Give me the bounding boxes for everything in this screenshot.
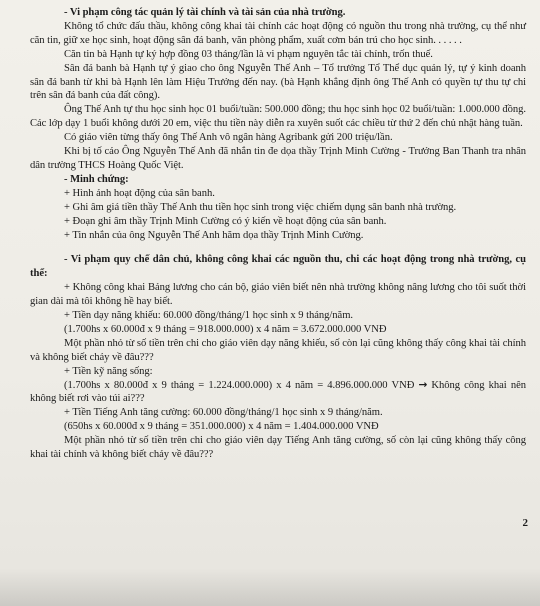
evidence-item-2: + Ghi âm giá tiền thầy Thế Anh thu tiền học sinh trong việc chiếm dụng sân banh nhà trường. [64,201,457,213]
evidence-item-4: + Tin nhắn của ông Nguyễn Thế Anh hăm dọa thầy Trịnh Minh Cường. [64,229,364,241]
right-arrow-icon: → [418,378,428,391]
evidence-item-1: + Hình ảnh hoạt động của sân banh. [64,187,215,199]
section2-paragraph-1: + Không công khai Bảng lương cho cán bộ, giáo viên biết nên nhà trường không nâng lương cho tôi suốt thời gian dài mà tôi không hề hay biết. [30,282,526,308]
section1-heading: - Vi phạm công tác quản lý tài chính và tài sản của nhà trường. [64,7,346,18]
section1-paragraph-5: Có giáo viên từng thấy ông Thế Anh vô ngân hàng Agribank gửi 200 triệu/lần. [64,132,393,144]
section2-paragraph-5: + Tiền kỹ năng sống: [64,365,153,377]
section1-paragraph-3: Sân đá banh bà Hạnh tự ý giao cho ông Nguyễn Thế Anh – Tổ trưởng Tổ Thể dục quản lý, tự ý kinh doanh sân đá banh từ khi bà Hạnh lên làm Hiệu Trưởng đến nay. (bà Hạnh khẳng định ông Thế Anh có quyền tự thu tự chi trên sân đá banh của đất công). [30,62,526,102]
section1-paragraph-4: Ông Thế Anh tự thu học sinh học 01 buổi/tuần: 500.000 đồng; thu học sinh học 02 buổi/tuần: 1.000.000 đồng. Các lớp dạy 1 buổi không dưới 20 em, việc thu tiền này diễn ra xuyên suốt các chiều từ thứ 2 đến chủ nhật hàng tuần. [30,104,526,130]
page-number: 2 [522,517,528,529]
section2-paragraph-3: (1.700hs x 60.000đ x 9 tháng = 918.000.000) x 4 năm = 3.672.000.000 VNĐ [64,323,387,335]
section2-paragraph-9: Một phần nhỏ từ số tiền trên chi cho giáo viên dạy Tiếng Anh tăng cường, số còn lại cũng không thấy công khai tài chính và không biết chảy về đâu??? [30,435,526,461]
section2-paragraph-7: + Tiền Tiếng Anh tăng cường: 60.000 đồng/tháng/1 học sinh x 9 tháng/năm. [64,407,383,419]
evidence-heading: - Minh chứng: [64,173,129,185]
skills-conclusion: Không công khai nên không biết rơi vào túi ai??? [30,379,526,405]
evidence-item-3: + Đoạn ghi âm thầy Trịnh Minh Cường có ý kiến về hoạt động của sân banh. [64,215,387,227]
section2-paragraph-2: + Tiền dạy năng khiếu: 60.000 đồng/tháng/1 học sinh x 9 tháng/năm. [64,310,353,322]
page-shadow [0,568,540,606]
section1-paragraph-1: Không tổ chức đấu thầu, không công khai tài chính các hoạt động có nguồn thu trong nhà trường, cụ thể như căn tin, giữ xe học sinh, hoạt động sân đá banh, văn phòng phẩm, xuất cơm bán trú cho học sinh. . . . . . [30,20,526,46]
skills-calculation: (1.700hs x 80.000đ x 9 tháng = 1.224.000.000) x 4 năm = 4.896.000.000 VNĐ [64,379,415,391]
section-gap [30,242,526,253]
section2-paragraph-6 [30,379,526,407]
section2-paragraph-4: Một phần nhỏ từ số tiền trên chi cho giáo viên dạy năng khiếu, số còn lại cũng không thấy công khai tài chính và không biết chảy về đâu??? [30,337,526,363]
section1-paragraph-6: Khi bị tố cáo Ông Nguyễn Thế Anh đã nhắn tin đe dọa thầy Trịnh Minh Cường - Trưởng Ban Thanh tra nhân dân trường THCS Hoàng Quốc Việt. [30,146,526,171]
section1-paragraph-2: Căn tin bà Hạnh tự ký hợp đồng 03 tháng/lần là vi phạm nguyên tắc tài chính, trốn thuế. [64,48,433,60]
section2-paragraph-8: (650hs x 60.000đ x 9 tháng = 351.000.000) x 4 năm = 1.404.000.000 VNĐ [64,421,379,433]
section2-heading: - Vi phạm quy chế dân chủ, không công khai các nguồn thu, chi các hoạt động trong nhà trường, cụ thể: [30,254,526,280]
